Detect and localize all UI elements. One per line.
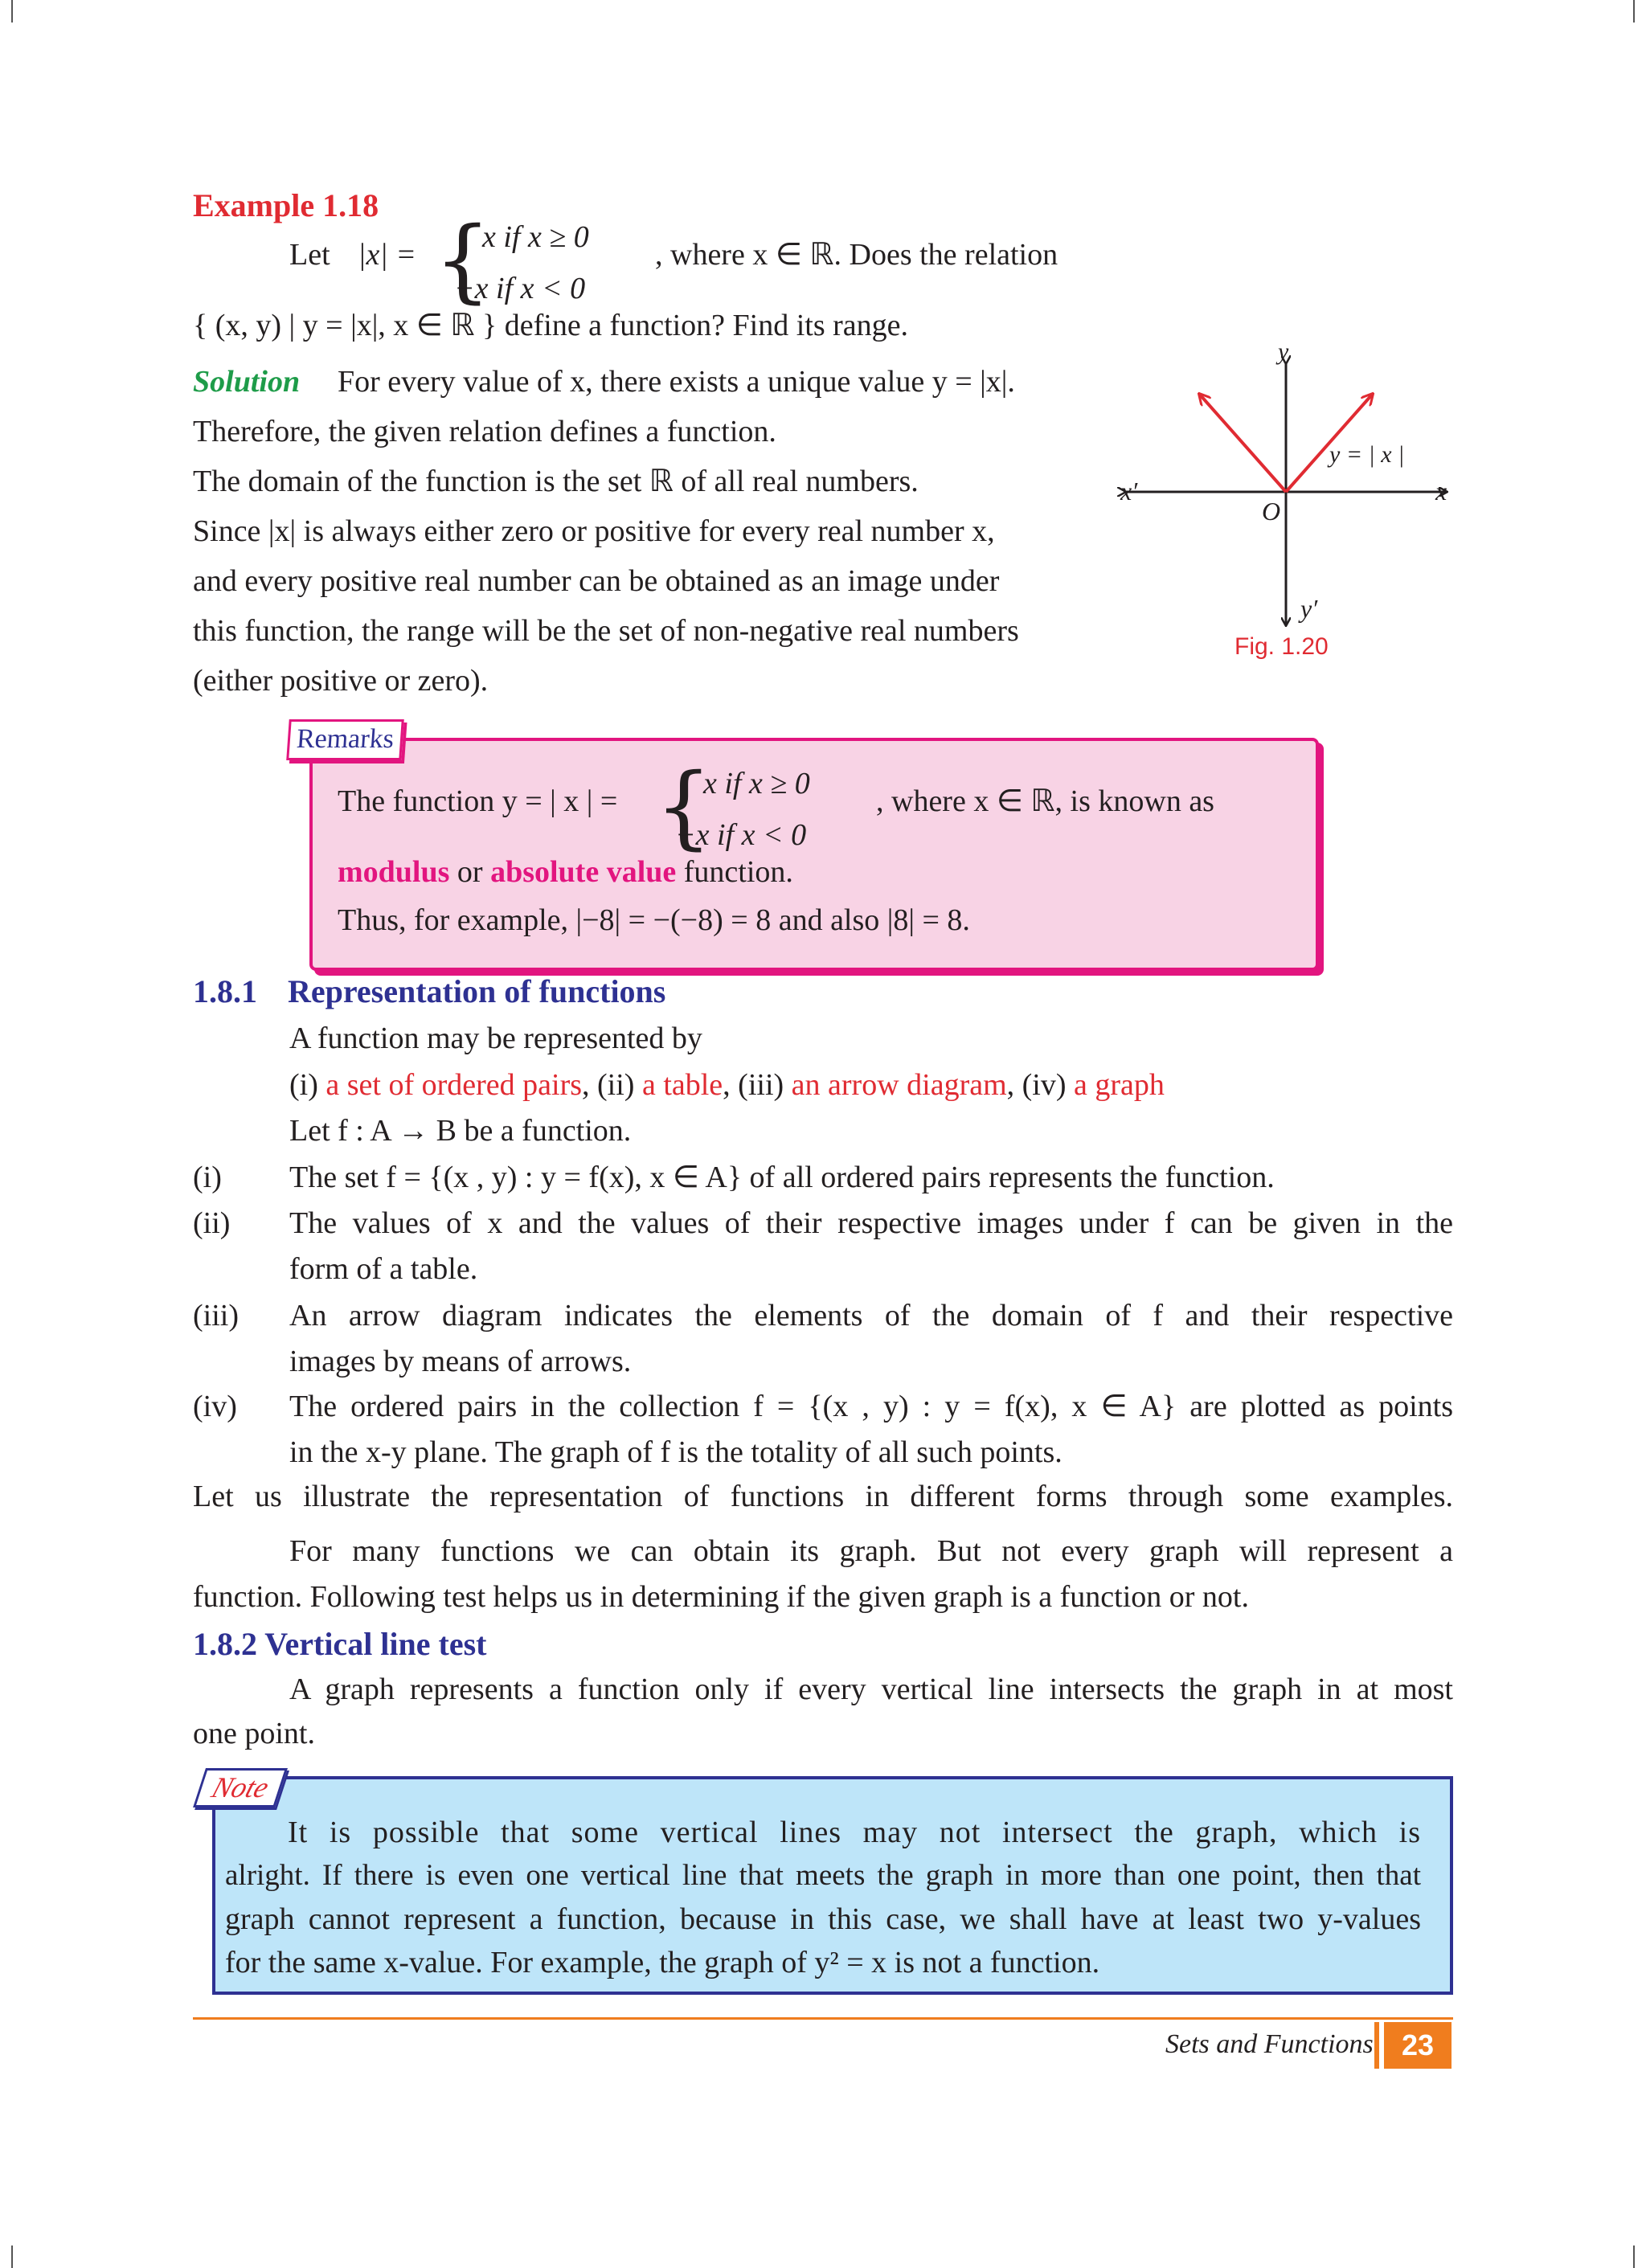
fig-y-label: y	[1278, 338, 1289, 365]
item-3-continued: images by means of arrows.	[289, 1345, 632, 1378]
solution-line-1: For every value of x, there exists a unique value y = |x|.	[338, 365, 1015, 399]
fig-caption: Fig. 1.20	[1234, 633, 1329, 660]
crop-mark-bottom-right	[1633, 2245, 1646, 2268]
item-3-number: (iii)	[193, 1299, 239, 1333]
graph-paragraph-line-1: For many functions we can obtain its graph. But not every graph will represent a	[289, 1534, 1453, 1568]
note-line-1: It is possible that some vertical lines may not intersect the graph, which is	[288, 1816, 1421, 1849]
section-181-options	[289, 1067, 1165, 1104]
remarks-term-modulus: modulus	[338, 855, 450, 889]
example-case-1: x if x ≥ 0	[482, 220, 589, 254]
fig-x-label: x	[1435, 477, 1447, 506]
example-brace: {	[434, 208, 492, 313]
note-line-3: graph cannot represent a function, because in this case, we shall have at least two y-values	[225, 1902, 1421, 1936]
fig-curve-label: y = | x |	[1329, 441, 1405, 468]
section-181-intro: A function may be represented by	[289, 1021, 702, 1055]
remarks-function-word: function.	[676, 855, 793, 889]
graph-paragraph-line-2: function. Following test helps us in determining if the given graph is a function or not.	[193, 1580, 1249, 1614]
option-4-number: , (iv)	[1006, 1068, 1075, 1102]
item-2-text: The values of x and the values of their respective images under f can be given in the	[289, 1206, 1453, 1240]
item-4-number: (iv)	[193, 1390, 237, 1423]
solution-line-5: and every positive real number can be obtained as an image under	[193, 564, 1000, 598]
footer-rule	[193, 2017, 1453, 2020]
example-title: Example 1.18	[193, 187, 379, 223]
option-graph: a graph	[1074, 1068, 1165, 1102]
fig-origin-label: O	[1262, 497, 1281, 526]
note-tag: Note	[193, 1768, 288, 1807]
footer-divider	[1374, 2022, 1379, 2069]
solution-line-6: this function, the range will be the set of non-negative real numbers	[193, 614, 1019, 648]
example-where: , where x ∈ ℝ. Does the relation	[655, 238, 1058, 272]
example-abs-lhs: |x| =	[358, 238, 416, 272]
crop-mark-top-right	[1633, 0, 1646, 23]
option-table: a table	[641, 1068, 723, 1102]
crop-mark-top-left	[0, 0, 13, 23]
item-4-continued: in the x-y plane. The graph of f is the totality of all such points.	[289, 1435, 1063, 1469]
item-1-number: (i)	[193, 1161, 222, 1194]
example-relation: { (x, y) | y = |x|, x ∈ ℝ } define a function? Find its range.	[193, 309, 909, 342]
example-case-2: −x if x < 0	[454, 272, 586, 305]
option-1-number: (i)	[289, 1068, 326, 1102]
remarks-where: , where x ∈ ℝ, is known as	[876, 784, 1214, 818]
note-line-4: for the same x-value. For example, the graph of y² = x is not a function.	[225, 1946, 1100, 1979]
section-182-title: 1.8.2 Vertical line test	[193, 1626, 487, 1662]
section-182-line-1: A graph represents a function only if every vertical line intersects the graph in at most	[289, 1672, 1453, 1706]
section-182-line-2: one point.	[193, 1717, 315, 1750]
option-2-number: , (ii)	[582, 1068, 642, 1102]
fig-x-prime-label: x′	[1120, 477, 1138, 506]
section-181-title: Representation of functions	[288, 973, 666, 1009]
remarks-brace: {	[655, 755, 713, 859]
footer-chapter: Sets and Functions	[1165, 2029, 1374, 2059]
remarks-example-line: Thus, for example, |−8| = −(−8) = 8 and also |8| = 8.	[338, 903, 970, 937]
fig-y-prime-label: y′	[1300, 594, 1318, 623]
remarks-or: or	[449, 855, 491, 889]
page-number: 23	[1384, 2022, 1452, 2069]
illustrate-line: Let us illustrate the representation of functions in different forms through some examples.	[193, 1480, 1453, 1513]
remarks-function-lead: The function y = | x | =	[338, 784, 618, 818]
item-2-continued: form of a table.	[289, 1252, 478, 1286]
remarks-case-2: −x if x < 0	[675, 818, 807, 852]
remarks-term-absolute-value: absolute value	[490, 855, 677, 889]
section-181-let-line: Let f : A → B be a function.	[289, 1114, 632, 1148]
item-2-number: (ii)	[193, 1206, 231, 1240]
example-let: Let	[289, 238, 330, 272]
figure-abs-graph	[1109, 338, 1463, 675]
solution-line-3: The domain of the function is the set ℝ of all real numbers.	[193, 465, 919, 498]
section-181-number: 1.8.1	[193, 973, 257, 1009]
solution-label: Solution	[193, 365, 301, 399]
solution-line-7: (either positive or zero).	[193, 664, 489, 698]
item-4-text: The ordered pairs in the collection f = {(x , y) : y = f(x), x ∈ A} are plotted as points	[289, 1390, 1453, 1423]
remarks-tag: Remarks	[286, 719, 403, 760]
solution-line-4: Since |x| is always either zero or positive for every real number x,	[193, 514, 995, 548]
solution-line-2: Therefore, the given relation defines a function.	[193, 415, 776, 448]
graph-left-branch	[1199, 394, 1286, 492]
option-ordered-pairs: a set of ordered pairs	[326, 1068, 583, 1102]
note-line-2: alright. If there is even one vertical line that meets the graph in more than one point, then that	[225, 1859, 1421, 1892]
remarks-case-1: x if x ≥ 0	[703, 767, 810, 800]
item-3-text: An arrow diagram indicates the elements of the domain of f and their respective	[289, 1299, 1453, 1333]
item-1-text: The set f = {(x , y) : y = f(x), x ∈ A} of all ordered pairs represents the function.	[289, 1161, 1275, 1194]
crop-mark-bottom-left	[0, 2245, 13, 2268]
option-3-number: , (iii)	[723, 1068, 792, 1102]
remarks-terms-line	[338, 854, 793, 891]
option-arrow-diagram: an arrow diagram	[791, 1068, 1007, 1102]
